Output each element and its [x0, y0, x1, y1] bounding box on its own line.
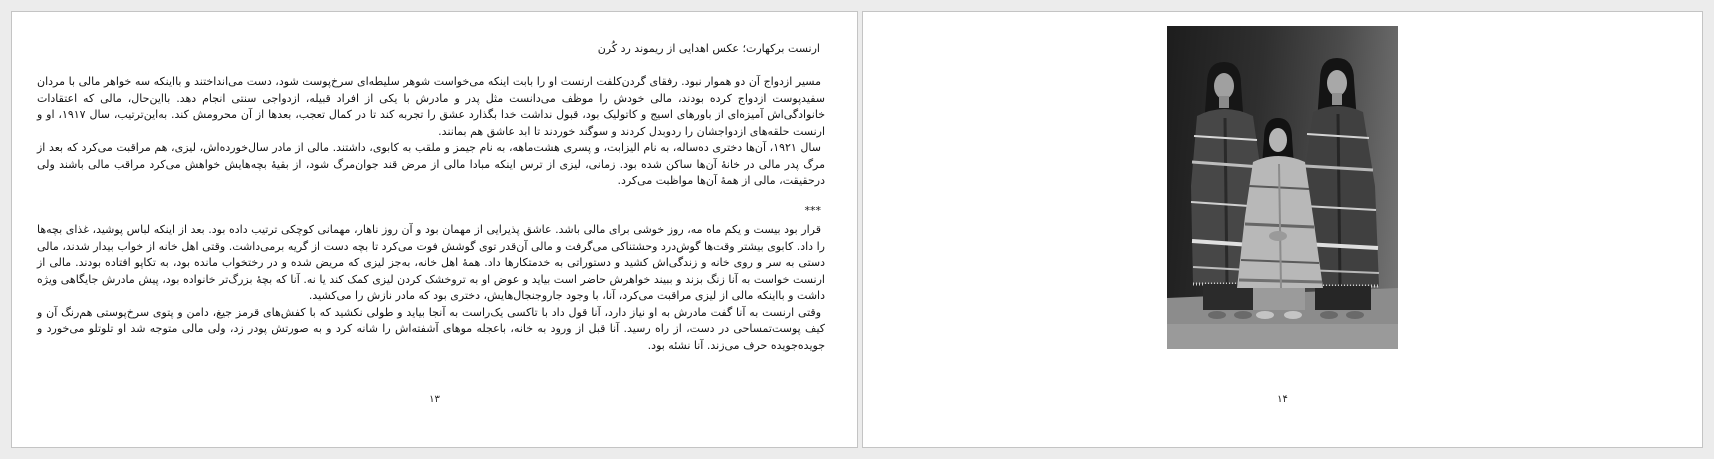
right-page [862, 11, 1703, 448]
foot [1346, 311, 1364, 319]
section-separator: *** [804, 203, 821, 217]
shawl-stripe [1225, 118, 1227, 284]
page-title: ارنست برکهارت؛ عکس اهدایی از ریموند رد کُرن [597, 42, 820, 55]
photograph [1167, 26, 1398, 349]
paragraph: مسیر ازدواج آن دو هموار نبود. رفقای گردن‌کلفت ارنست او را بابت اینکه می‌خواست شوهر سلیطه‌ای سرخ‌پوست شود، دست می‌انداختند و بااینکه سه خواهر مالی با مردان سفیدپوست ازدواج کرده بودند، مالی خودش را موظف می‌دانست مثل پدر و مادرش با یکی از افراد قبیله، ازدواجی سنتی انجام دهد. بااین‌حال، مالی که اعتقادات خانوادگی‌اش آمیزه‌ای از باورهای اسیج و کاتولیک بود، قبول نداشت خدا بگذارد عشق را تجربه کند تا در کمال تعجب، بعدها از آن محرومش کند. به‌این‌ترتیب، سال ۱۹۱۷، او و ارنست حلقه‌های ازدواجشان را ردوبدل کردند و سوگند خوردند تا ابد عاشق هم بمانند. [37, 75, 825, 138]
foot [1284, 311, 1302, 319]
left-page [11, 11, 858, 448]
skirt [1315, 286, 1371, 310]
face [1327, 70, 1347, 96]
neck [1332, 93, 1342, 105]
page-number: ۱۴ [1277, 394, 1288, 405]
face [1214, 73, 1234, 99]
page-text [37, 41, 825, 354]
skirt [1253, 288, 1305, 310]
photo-floor-highlight [1167, 324, 1398, 349]
hands [1269, 231, 1287, 241]
page-number: ۱۳ [429, 394, 440, 405]
face [1269, 128, 1287, 152]
shawl-stripe [1338, 114, 1340, 286]
paragraph: سال ۱۹۲۱، آن‌ها دختری ده‌ساله، به نام الیزابت، و پسری هشت‌ماهه، به نام جیمز و ملقب به کابوی، داشتند. مالی از مادر سال‌خورده‌اش، لیزی، هم مراقبت می‌کرد که بعد از مرگ پدر مالی در خانهٔ آن‌ها ساکن شده بود. زمانی، لیزی از ترس اینکه مبادا مالی از مرض قند جوان‌مرگ شود، از بقیهٔ بچه‌هایش خواهش می‌کرد مراقب مالی باشند ولی درحقیقت، مالی از همهٔ آن‌ها مواظبت می‌کرد. [37, 141, 825, 187]
paragraph: قرار بود بیست و یکم ماه مه، روز خوشی برای مالی باشد. عاشق پذیرایی از مهمان بود و آن روز ناهار، مهمانی کوچکی ترتیب داده بود. بعد از اینکه لباس پوشید، غذای بچه‌ها را داد. کابوی بیشتر وقت‌ها گوش‌درد وحشتناکی می‌گرفت و مالی آن‌قدر توی گوشش فوت می‌کرد تا بچه دست از گریه برمی‌داشت. وقتی اهل خانه از خواب بیدار شدند، مالی دستی به سر و روی خانه و زندگی‌اش کشید و دستوراتی به خدمتکارها داد. همهٔ اهل خانه، به‌جز لیزی که مریض شده و در رختخواب مانده بود، به تکاپو افتاده بودند. مالی از ارنست خواست به آنا زنگ بزند و ببیند خواهرش حاضر است بیاید و عوض او به تروخشک کردن لیزی کمک کند یا نه. آنا که بچهٔ بزرگ‌تر خانواده بود، پیش مادرش جایگاهی ویژه داشت و بااینکه مالی از لیزی مراقبت می‌کرد، آنا، با وجود جاروجنجال‌هایش، دختری بود که مادر نازش را می‌کشید. [37, 223, 825, 302]
neck [1219, 96, 1229, 108]
foot [1234, 311, 1252, 319]
foot [1208, 311, 1226, 319]
foot [1320, 311, 1338, 319]
paragraph: وقتی ارنست به آنا گفت مادرش به او نیاز دارد، آنا قول داد با تاکسی یک‌راست به آنجا بیاید و طولی نکشید که با کفش‌های قرمز جیغ، دامن و پتوی سرخ‌پوستی هم‌رنگ آن و کیف پوست‌تمساحی در دست، از راه رسید. آنا قبل از ورود به خانه، باعجله موهای آشفته‌اش را شانه کرد و به صورتش پودر زد، ولی مالی متوجه شد او تلوتلو می‌خورد و جویده‌جویده حرف می‌زند. آنا نشئه بود. [37, 305, 825, 352]
photograph-image [1167, 26, 1398, 349]
foot [1256, 311, 1274, 319]
